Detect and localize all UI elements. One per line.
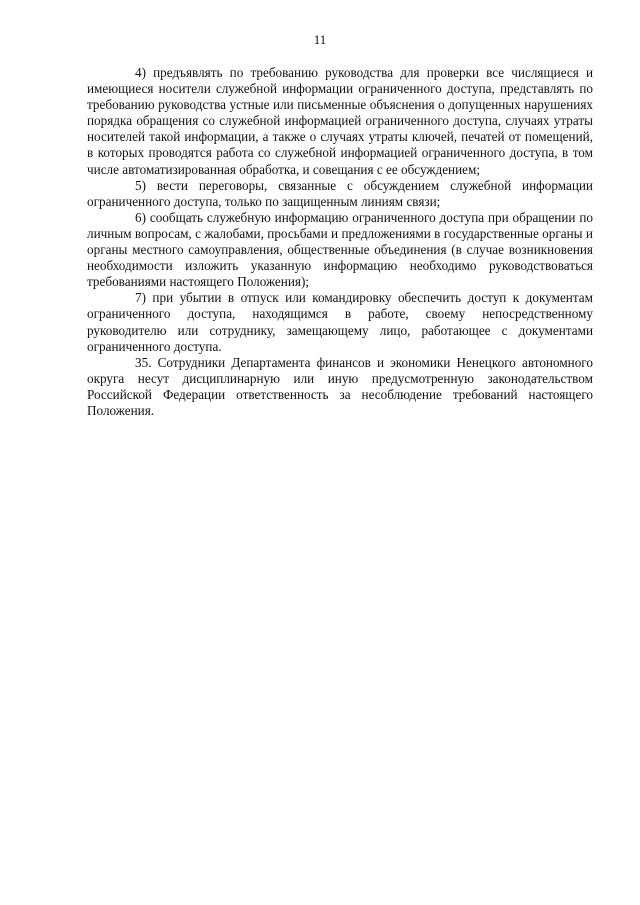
paragraph-item-4: 4) предъявлять по требованию руководства для проверки все числящиеся и имеющиеся носители служебной информации ограниченного доступа, представлять по требованию руководства устные или письменные объяснения о допущенных нарушениях порядка обращения со служебной информацией ограниченного доступа, случаях утраты носителей такой информации, а также о случаях утраты ключей, печатей от помещений, в которых проводятся работа со служебной информацией ограниченного доступа, в том числе автоматизированная обработка, и совещания с ее обсуждением; <box>87 65 593 177</box>
paragraph-section-35: 35. Сотрудники Департамента финансов и экономики Ненецкого автономного округа несут дисциплинарную или иную предусмотренную законодательством Российской Федерации ответственность за несоблюдение требований настоящего Положения. <box>87 354 593 418</box>
page-number: 11 <box>313 32 327 47</box>
document-body <box>87 65 593 419</box>
paragraph-item-6: 6) сообщать служебную информацию ограниченного доступа при обращении по личным вопросам, с жалобами, просьбами и предложениями в государственные органы и органы местного самоуправления, общественные объединения (в случае возникновения необходимости изложить указанную информацию необходимо руководствоваться требованиями настоящего Положения); <box>87 209 593 290</box>
paragraph-item-5: 5) вести переговоры, связанные с обсуждением служебной информации ограниченного доступа, только по защищенным линиям связи; <box>87 177 593 209</box>
paragraph-item-7: 7) при убытии в отпуск или командировку обеспечить доступ к документам ограниченного доступа, находящимся в работе, своему непосредственному руководителю или сотруднику, замещающему лицо, работающее с документами ограниченного доступа. <box>87 290 593 354</box>
